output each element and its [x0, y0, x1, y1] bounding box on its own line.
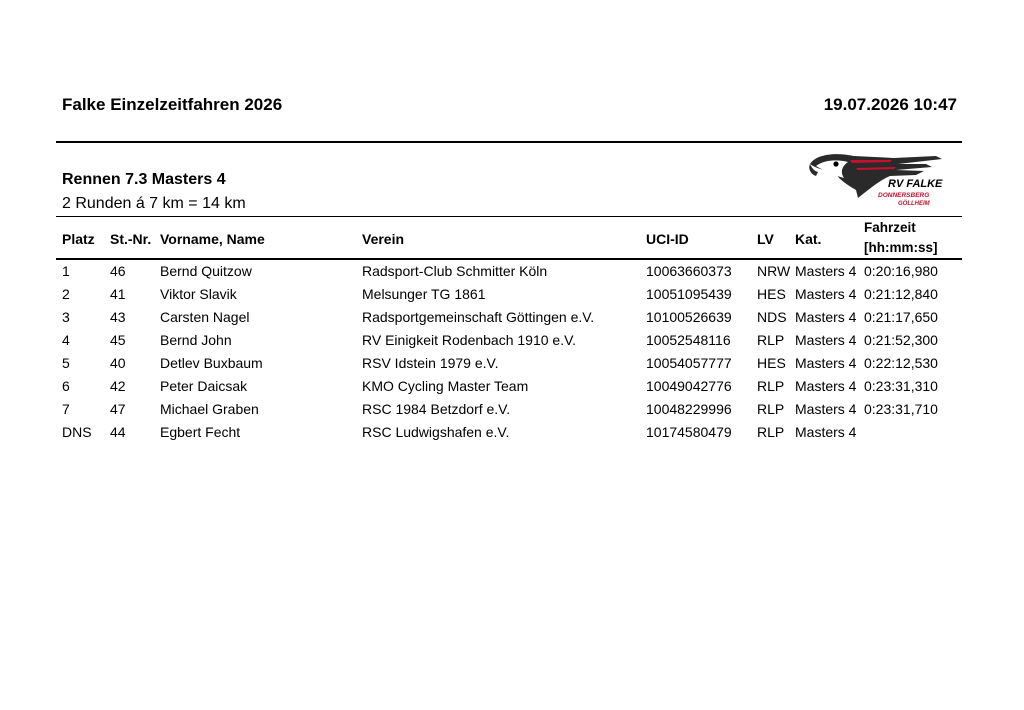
cell-club: RSV Idstein 1979 e.V. [362, 355, 499, 371]
cell-club: RV Einigkeit Rodenbach 1910 e.V. [362, 332, 577, 348]
cell-uci: 10052548116 [646, 332, 731, 348]
col-header-name: Vorname, Name [160, 231, 265, 247]
cell-uci: 10054057777 [646, 355, 732, 371]
cell-time: 0:23:31,710 [864, 401, 938, 417]
cell-category: Masters 4 [795, 309, 857, 325]
cell-category: Masters 4 [795, 286, 857, 302]
col-header-club: Verein [362, 231, 405, 247]
cell-category: Masters 4 [795, 424, 857, 440]
cell-club: KMO Cycling Master Team [362, 378, 529, 394]
cell-place: DNS [62, 424, 92, 440]
cell-uci: 10051095439 [646, 286, 732, 302]
cell-place: 1 [62, 263, 70, 279]
cell-time: 0:22:12,530 [864, 355, 938, 371]
logo-text-2: DONNERSBERG [878, 192, 930, 199]
cell-lv: RLP [757, 378, 785, 394]
cell-lv: HES [757, 286, 786, 302]
cell-club: Radsportgemeinschaft Göttingen e.V. [362, 309, 595, 325]
logo-text-1: RV FALKE [888, 178, 943, 190]
cell-name: Egbert Fecht [160, 424, 241, 440]
cell-uci: 10063660373 [646, 263, 732, 279]
cell-lv: RLP [757, 401, 785, 417]
cell-place: 5 [62, 355, 70, 371]
cell-start-no: 40 [110, 355, 126, 371]
eagle-logo-icon [806, 150, 948, 208]
cell-start-no: 45 [110, 332, 126, 348]
cell-category: Masters 4 [795, 355, 857, 371]
cell-category: Masters 4 [795, 332, 857, 348]
header-divider [56, 216, 962, 217]
cell-name: Viktor Slavik [160, 286, 237, 302]
col-header-uci: UCI-ID [646, 231, 689, 247]
cell-time: 0:21:12,840 [864, 286, 938, 302]
club-logo [806, 150, 948, 208]
cell-club: RSC 1984 Betzdorf e.V. [362, 401, 511, 417]
cell-category: Masters 4 [795, 401, 857, 417]
cell-start-no: 47 [110, 401, 126, 417]
cell-name: Detlev Buxbaum [160, 355, 263, 371]
col-header-time-unit: [hh:mm:ss] [864, 240, 938, 255]
cell-name: Bernd John [160, 332, 232, 348]
cell-place: 2 [62, 286, 70, 302]
col-header-lv: LV [757, 231, 774, 247]
cell-start-no: 44 [110, 424, 126, 440]
cell-place: 3 [62, 309, 70, 325]
cell-lv: NDS [757, 309, 787, 325]
print-datetime: 19.07.2026 10:47 [823, 95, 957, 114]
logo-text-3: GÖLLHEIM [898, 201, 930, 207]
cell-name: Carsten Nagel [160, 309, 250, 325]
cell-club: Melsunger TG 1861 [362, 286, 486, 302]
cell-lv: NRW [757, 263, 791, 279]
race-distance: 2 Runden á 7 km = 14 km [62, 195, 246, 212]
race-name: Rennen 7.3 Masters 4 [62, 171, 226, 188]
cell-start-no: 43 [110, 309, 126, 325]
cell-time: 0:23:31,310 [864, 378, 938, 394]
cell-place: 6 [62, 378, 70, 394]
col-header-category: Kat. [795, 231, 822, 247]
cell-place: 4 [62, 332, 70, 348]
top-divider [56, 141, 962, 143]
col-header-time: Fahrzeit [864, 220, 916, 235]
col-header-start-no: St.-Nr. [110, 231, 152, 247]
cell-category: Masters 4 [795, 378, 857, 394]
cell-club: Radsport-Club Schmitter Köln [362, 263, 548, 279]
cell-lv: RLP [757, 332, 785, 348]
cell-name: Peter Daicsak [160, 378, 248, 394]
cell-name: Michael Graben [160, 401, 259, 417]
cell-category: Masters 4 [795, 263, 857, 279]
cell-uci: 10100526639 [646, 309, 732, 325]
column-header-divider [56, 258, 962, 260]
cell-time: 0:21:17,650 [864, 309, 938, 325]
cell-lv: RLP [757, 424, 785, 440]
cell-uci: 10174580479 [646, 424, 732, 440]
cell-start-no: 46 [110, 263, 126, 279]
cell-time: 0:21:52,300 [864, 332, 938, 348]
cell-time: 0:20:16,980 [864, 263, 938, 279]
col-header-place: Platz [62, 231, 95, 247]
cell-uci: 10048229996 [646, 401, 732, 417]
cell-uci: 10049042776 [646, 378, 732, 394]
cell-lv: HES [757, 355, 786, 371]
cell-start-no: 42 [110, 378, 126, 394]
cell-start-no: 41 [110, 286, 126, 302]
event-title: Falke Einzelzeitfahren 2026 [62, 95, 283, 114]
cell-club: RSC Ludwigshafen e.V. [362, 424, 510, 440]
cell-name: Bernd Quitzow [160, 263, 252, 279]
cell-place: 7 [62, 401, 70, 417]
